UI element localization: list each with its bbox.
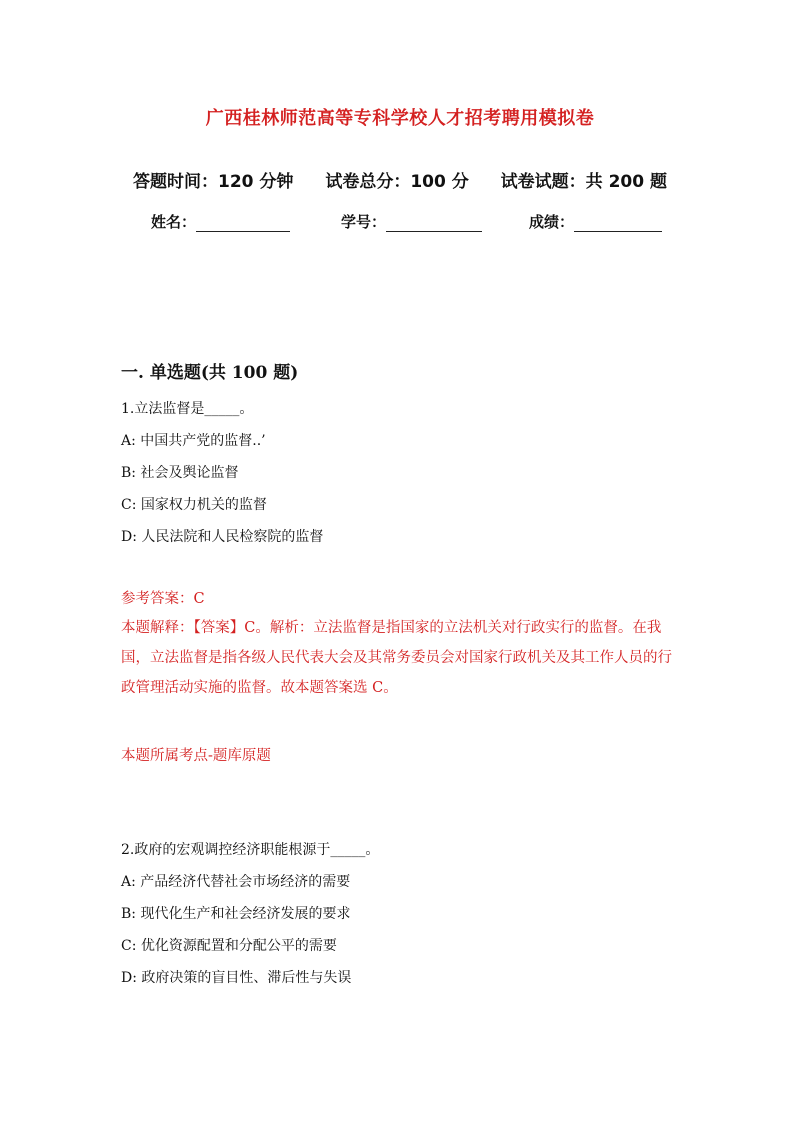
exam-total-score: 试卷总分：100 分 — [325, 172, 469, 192]
question-option: C: 国家权力机关的监督 — [121, 497, 267, 513]
question-option: D: 人民法院和人民检察院的监督 — [121, 529, 324, 545]
section-heading: 一. 单选题(共 100 题) — [121, 363, 299, 383]
exam-meta — [0, 167, 800, 192]
explanation-text: 本题解释：【答案】C。解析：立法监督是指国家的立法机关对行政实行的监督。在我国，立法监督是指各级人民代表大会及其常务委员会对国家行政机关及其工作人员的行政管理活动实施的监督。故本题答案选 C。 — [121, 620, 672, 696]
question-option: D: 政府决策的盲目性、滞后性与失误 — [121, 970, 352, 986]
score-field — [529, 211, 662, 232]
question-option: A: 中国共产党的监督..’ — [121, 433, 266, 449]
student-id-label: 学号： — [341, 213, 387, 231]
question-option: C: 优化资源配置和分配公平的需要 — [121, 938, 337, 954]
exam-time: 答题时间：120 分钟 — [133, 172, 294, 192]
student-id-field — [341, 211, 482, 232]
question-option: A: 产品经济代替社会市场经济的需要 — [121, 874, 351, 890]
name-label: 姓名： — [151, 213, 197, 231]
exam-question-count: 试卷试题：共 200 题 — [500, 172, 667, 192]
score-label: 成绩： — [529, 213, 575, 231]
question-stem: 2.政府的宏观调控经济职能根源于_____。 — [121, 842, 380, 858]
name-blank — [196, 215, 290, 232]
answer-text: 参考答案：C — [121, 591, 205, 607]
exam-title: 广西桂林师范高等专科学校人才招考聘用模拟卷 — [205, 108, 595, 129]
student-id-blank — [386, 215, 482, 232]
question-option: B: 社会及舆论监督 — [121, 465, 239, 481]
name-field — [151, 211, 290, 232]
score-blank — [574, 215, 662, 232]
question-option: B: 现代化生产和社会经济发展的要求 — [121, 906, 351, 922]
source-text: 本题所属考点-题库原题 — [121, 748, 271, 764]
question-stem: 1.立法监督是_____。 — [121, 401, 254, 417]
